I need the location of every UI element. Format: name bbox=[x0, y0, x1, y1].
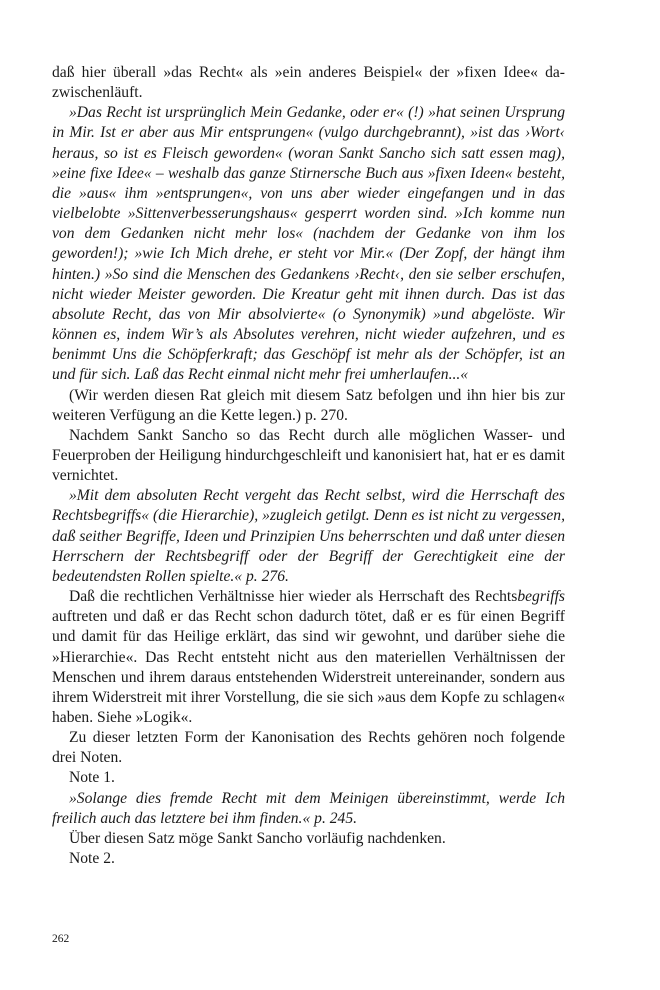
paragraph bbox=[52, 587, 565, 728]
paragraph: Über diesen Satz möge Sankt Sancho vorläufig nachdenken. bbox=[69, 829, 446, 847]
page-number: 262 bbox=[52, 933, 70, 945]
note-heading: Note 2. bbox=[69, 850, 115, 868]
paragraph: daß hier überall »das Recht« als »ein anderes Beispiel« der »fixen Idee« dazwischenläuft. bbox=[52, 64, 565, 102]
paragraph: Nachdem Sankt Sancho so das Recht durch alle möglichen Wasser- und Feuerproben der Heiligung hindurchgeschleift und kanonisiert hat, hat er es damit vernichtet. bbox=[52, 426, 565, 485]
page-body bbox=[52, 63, 565, 869]
paragraph: Zu dieser letzten Form der Kanonisation des Rechts gehören noch folgende drei Noten. bbox=[52, 729, 565, 767]
quotation-paragraph: »Mit dem absoluten Recht vergeht das Recht selbst, wird die Herrschaft des Rechtsbegriffs« (die Hierarchie), »zugleich getilgt. Denn es ist nicht zu vergessen, daß seither Begriffe, Ideen und Prinzipien Uns beherrschten und daß unter diesen Herrschern der Rechtsbegriff oder der Begriff der Gerechtigkeit eine der bedeutendsten Rollen spielte.« p. 276. bbox=[52, 487, 565, 585]
text-run: Daß die rechtlichen Verhältnisse hier wieder als Herrschaft des Rechts bbox=[69, 588, 518, 606]
emphasized-text: begriffs bbox=[517, 588, 565, 606]
text-run: auftreten und daß er das Recht schon dadurch tötet, daß er es für einen Begriff und damit für das Heilige erklärt, das sind wir gewohnt, und darüber siehe die »Hierarchie«. Das Recht entsteht nicht aus den materiellen Verhältnissen der Menschen und ihrem daraus entstehenden Widerstreit untereinander, sondern aus ihrem Widerstreit mit ihrer Vorstellung, die sie sich »aus dem Kopfe zu schlagen« haben. Siehe »Logik«. bbox=[52, 608, 565, 726]
note-heading: Note 1. bbox=[69, 769, 115, 787]
paragraph: (Wir werden diesen Rat gleich mit diesem Satz befolgen und ihn hier bis zur weiteren Verfügung an die Kette legen.) p. 270. bbox=[52, 386, 565, 424]
quotation-paragraph: »Solange dies fremde Recht mit dem Meinigen übereinstimmt, werde Ich freilich auch das letztere bei ihm finden.« p. 245. bbox=[52, 789, 565, 827]
quotation-paragraph: »Das Recht ist ursprünglich Mein Gedanke, oder er« (!) »hat seinen Ursprung in Mir. Ist er aber aus Mir entsprungen« (vulgo durchgebrannt), »ist das ›Wort‹ heraus, so ist es Fleisch geworden« (woran Sankt Sancho sich satt essen mag), »eine fixe Idee« – weshalb das ganze Stirnersche Buch aus »fixen Ideen« besteht, die »aus« ihm »entsprungen«, von uns aber wieder eingefangen und in das vielbelobte »Sittenverbesserungshaus« gesperrt worden sind. »Ich komme nun von dem Gedanken nicht mehr los« (nachdem der Gedanke von ihm los geworden!); »wie Ich Mich drehe, er steht vor Mir.« (Der Zopf, der hängt ihm hinten.) »So sind die Menschen des Gedankens ›Recht‹, den sie selber erschufen, nicht wieder Meister geworden. Die Kreatur geht mit ihnen durch. Das ist das absolute Recht, das von Mir absolvierte« (o Synonymik) »und abgelöste. Wir können es, indem Wir’s als Absolutes verehren, nicht wieder aufzehren, und es benimmt Uns die Schöpferkraft; das Geschöpf ist mehr als der Schöpfer, ist an und für sich. Laß das Recht einmal nicht mehr frei umherlaufen...« bbox=[52, 104, 565, 384]
